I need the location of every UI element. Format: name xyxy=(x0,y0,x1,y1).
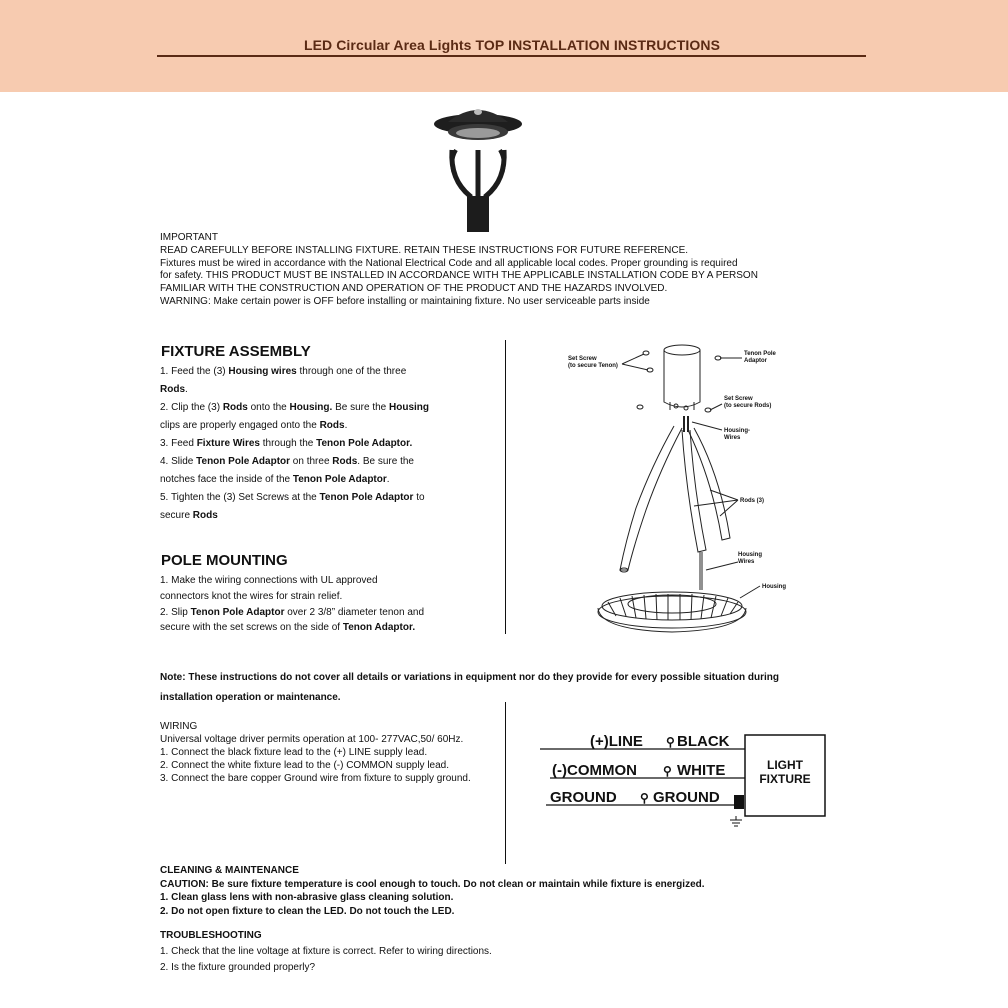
step-text: 4. Slide xyxy=(160,456,197,467)
step-text: notches face the inside of the xyxy=(160,474,293,485)
label-housing-wires: Housing xyxy=(738,552,762,558)
troubleshooting-heading: TROUBLESHOOTING xyxy=(160,930,262,941)
step-emphasis: Rods xyxy=(192,510,218,521)
important-notice xyxy=(160,232,758,309)
step-emphasis: Tenon Pole Adaptor xyxy=(319,492,414,503)
step-text: onto the xyxy=(247,402,290,413)
wiring-line: Universal voltage driver permits operation at 100- 277VAC,50/ 60Hz. xyxy=(160,734,464,745)
label-tenon-pole: Tenon Pole xyxy=(744,351,776,357)
wire-black-label: BLACK xyxy=(677,733,730,750)
page-title: LED Circular Area Lights TOP INSTALLATION INSTRUCTIONS xyxy=(303,37,721,53)
step-text: clips are properly engaged onto the xyxy=(160,420,320,431)
label-set-screw-tenon: Set Screw xyxy=(568,356,597,362)
light-fixture-label: LIGHT xyxy=(767,758,803,772)
step-text: secure with the set screws on the side of xyxy=(160,622,343,634)
cleaning-line: 1. Clean glass lens with non-abrasive glass cleaning solution. xyxy=(160,892,454,903)
step-line xyxy=(160,471,429,489)
step-emphasis: Tenon Pole Adaptor xyxy=(190,606,285,618)
step-line xyxy=(160,417,429,435)
label-housing: Housing xyxy=(762,584,786,590)
connector-icon: ⚲ xyxy=(663,764,672,778)
step-text: through the xyxy=(259,438,317,449)
label-set-screw-rods: Set Screw xyxy=(724,396,753,402)
wire-white-label: WHITE xyxy=(677,762,726,779)
wiring-line: 3. Connect the bare copper Ground wire from fixture to supply ground. xyxy=(160,773,471,784)
troubleshooting-line: 2. Is the fixture grounded properly? xyxy=(160,962,316,973)
label-housing-wires-top-sub: Wires xyxy=(724,435,741,441)
wire-ground-label: GROUND xyxy=(550,789,617,806)
step-text: through one of the three xyxy=(296,366,407,377)
step-text: on three xyxy=(290,456,333,467)
step-emphasis: Housing. xyxy=(289,402,333,413)
wiring-line: WIRING xyxy=(160,721,198,732)
troubleshooting-section xyxy=(160,928,492,976)
lamp-product-image xyxy=(430,100,526,232)
wire-line-label: (+)LINE xyxy=(590,733,643,750)
step-text: . xyxy=(386,474,390,485)
step-emphasis: Rods xyxy=(332,456,358,467)
step-line xyxy=(160,507,429,525)
step-emphasis: Tenon Pole Adaptor. xyxy=(316,438,413,449)
wiring-section xyxy=(160,720,471,785)
step-text: over 2 3/8” diameter tenon and xyxy=(284,606,424,618)
step-line xyxy=(160,620,424,636)
important-line: WARNING: Make certain power is OFF before installing or maintaining fixture. No user serviceable parts inside xyxy=(160,295,650,307)
pole-mounting-heading: POLE MOUNTING xyxy=(161,552,288,569)
label-tenon-pole-sub: Adaptor xyxy=(744,358,767,364)
step-text: secure xyxy=(160,510,193,521)
fixture-assembly-steps xyxy=(160,363,429,525)
step-emphasis: Rods xyxy=(160,384,185,395)
cleaning-heading: CLEANING & MAINTENANCE xyxy=(160,865,299,876)
important-line: IMPORTANT xyxy=(160,232,218,243)
important-line: FAMILIAR WITH THE CONSTRUCTION AND OPERATION OF THE PRODUCT AND THE HAZARDS INVOLVED. xyxy=(160,283,668,295)
wiring-line: 2. Connect the white fixture lead to the (-) COMMON supply lead. xyxy=(160,760,450,771)
label-housing-wires-sub: Wires xyxy=(738,559,755,565)
step-emphasis: Rods xyxy=(222,402,248,413)
step-line xyxy=(160,399,429,417)
step-emphasis: Rods xyxy=(319,420,345,431)
cleaning-line: CAUTION: Be sure fixture temperature is cool enough to touch. Do not clean or maintain while fixture is energized. xyxy=(160,878,705,890)
important-line: for safety. THIS PRODUCT MUST BE INSTALLED IN ACCORDANCE WITH THE APPLICABLE INSTALLATION CODE BY A PERSON xyxy=(160,270,758,282)
label-set-screw-rods-sub: (to secure Rods) xyxy=(724,403,772,409)
step-line xyxy=(160,435,429,453)
step-line xyxy=(160,573,424,589)
note-line: Note: These instructions do not cover all details or variations in equipment nor do they provide for every possible situation during xyxy=(160,672,779,683)
step-text: 5. Tighten the (3) Set Screws at the xyxy=(160,492,320,503)
step-text: connectors knot the wires for strain relief. xyxy=(160,590,343,602)
step-emphasis: Tenon Pole Adaptor xyxy=(196,456,291,467)
step-text: 2. Clip the (3) xyxy=(160,402,223,413)
connector-icon: ⚲ xyxy=(666,735,675,749)
step-text: 1. Make the wiring connections with UL approved xyxy=(160,575,378,586)
wire-ground2-label: GROUND xyxy=(653,789,720,806)
step-text: 1. Feed the (3) xyxy=(160,366,229,377)
light-fixture-label-2: FIXTURE xyxy=(759,772,811,786)
step-text: . Be sure the xyxy=(357,456,414,467)
step-emphasis: Tenon Adaptor. xyxy=(342,622,416,634)
step-text: . xyxy=(344,420,348,431)
step-text: . xyxy=(185,384,188,395)
important-line: Fixtures must be wired in accordance with the National Electrical Code and all applicable local codes. Proper grounding is required xyxy=(160,257,738,269)
wire-common-label: (-)COMMON xyxy=(552,762,637,779)
step-emphasis: Housing xyxy=(389,402,429,413)
step-line xyxy=(160,363,429,381)
step-emphasis: Housing wires xyxy=(228,366,297,377)
note-line: installation operation or maintenance. xyxy=(160,692,341,703)
assembly-diagram xyxy=(560,340,800,640)
important-line: READ CAREFULLY BEFORE INSTALLING FIXTURE. RETAIN THESE INSTRUCTIONS FOR FUTURE REFERENCE. xyxy=(160,244,689,256)
label-set-screw-tenon-sub: (to secure Tenon) xyxy=(568,363,618,369)
label-housing-wires-top: Housing- xyxy=(724,428,750,434)
wiring-diagram xyxy=(536,728,836,828)
cleaning-section xyxy=(160,864,705,918)
step-text: to xyxy=(413,492,425,503)
step-emphasis: Tenon Pole Adaptor xyxy=(292,474,387,485)
pole-mounting-steps xyxy=(160,573,424,636)
cleaning-line: 2. Do not open fixture to clean the LED. Do not touch the LED. xyxy=(160,905,455,917)
step-text: 3. Feed xyxy=(160,438,197,449)
step-line xyxy=(160,605,424,621)
column-divider xyxy=(505,702,506,864)
troubleshooting-line: 1. Check that the line voltage at fixture is correct. Refer to wiring directions. xyxy=(160,946,492,957)
step-line xyxy=(160,589,424,605)
step-text: 2. Slip xyxy=(160,606,191,618)
step-line xyxy=(160,381,429,399)
column-divider xyxy=(505,340,506,634)
title-underline xyxy=(157,55,866,57)
step-line xyxy=(160,453,429,471)
label-rods: Rods (3) xyxy=(740,498,764,504)
note xyxy=(160,668,779,708)
step-line xyxy=(160,489,429,507)
fixture-assembly-heading: FIXTURE ASSEMBLY xyxy=(161,343,311,360)
connector-icon: ⚲ xyxy=(640,791,649,805)
step-text: Be sure the xyxy=(332,402,389,413)
step-emphasis: Fixture Wires xyxy=(196,438,260,449)
wiring-line: 1. Connect the black fixture lead to the (+) LINE supply lead. xyxy=(160,747,428,758)
